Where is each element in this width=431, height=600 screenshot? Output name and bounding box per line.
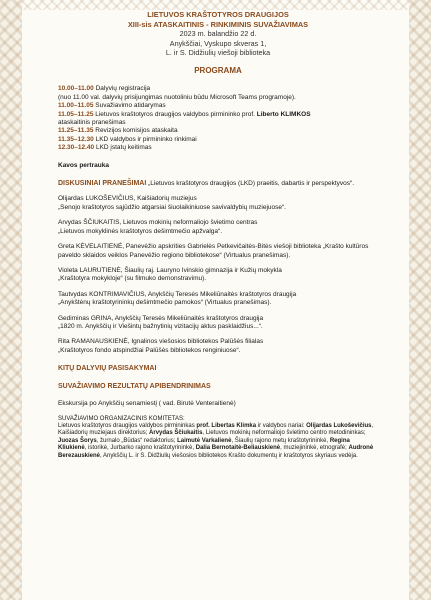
document-content <box>58 10 378 460</box>
excursion-note: Ekskursija po Anykščių senamiestį ( vad. Birutė Venteraitienė) <box>58 400 236 408</box>
schedule <box>58 85 378 152</box>
decorative-right-border <box>409 0 431 600</box>
reports-heading: DISKUSINIAI PRANEŠIMAI „Lietuvos kraštotyros draugijos (LKD) praeitis, dabartis ir perspektyvos“. <box>58 180 355 188</box>
schedule-item: ataskaitinis pranešimas <box>58 119 126 127</box>
schedule-item: 11.00–11.05 Suvažiavimo atidarymas <box>58 102 166 110</box>
speaker-entry: Arvydas ŠČIUKAITIS, Lietuvos mokinių neformaliojo švietimo centras „Lietuvos mokyklinės kraštotyros dešimtmečio apžvalga“. <box>58 219 258 235</box>
speaker-entry: Olijardas LUKOŠEVIČIUS, Kaišiadorių muziejus „Senojo kraštotyros sąjūdžio atgarsiai šiuolaikiniuose savivaldybių muziejuose“. <box>58 195 286 211</box>
decorative-left-border <box>0 0 22 600</box>
committee-heading: SUVAŽIAVIMO ORGANIZACINIS KOMITETAS: <box>58 415 185 422</box>
other-participants-heading: KITŲ DALYVIŲ PASISAKYMAI <box>58 365 157 373</box>
decorative-top-border <box>0 0 431 10</box>
speaker-entry: Violeta LAURUTIENĖ, Šiaulių raj. Lauryno Ivinskio gimnazija ir Kužių mokykla „Kraštotyra mokykloje“ (su filmuko demonstravimu). <box>58 266 282 283</box>
schedule-item: 11.25–11.35 Revizijos komisijos ataskaita <box>58 127 178 135</box>
event-address: Anykščiai, Vyskupo skveras 1, <box>169 38 267 48</box>
schedule-item: 11.05–11.25 Lietuvos kraštotyros draugijos valdybos pirmininko prof. Liberto KLIMKOS <box>58 110 311 118</box>
schedule-item: 12.30–12.40 LKD įstatų keitimas <box>58 144 152 152</box>
speaker-entry: Tautvydas KONTRIMAVIČIUS, Anykščių Teresės Mikeliūnaitės kraštotyros draugija „Anykštėnų kraštotyrininkų dešimtmečio pamokos“ (Virtualus pranešimas). <box>58 290 297 307</box>
program-title: PROGRAMA <box>194 66 242 76</box>
schedule-item: 10.00–11.00 Dalyvių registracija <box>58 85 151 93</box>
header-organization: LIETUVOS KRAŠTOTYROS DRAUGIJOS <box>147 10 289 19</box>
schedule-item: (nuo 11.00 val. dalyvių prisijungimas nuotoliniu būdu Microsoft Teams programoje). <box>58 93 296 101</box>
coffee-break: Kavos pertrauka <box>58 161 109 169</box>
event-location <box>58 29 378 57</box>
event-date: 2023 m. balandžio 22 d. <box>179 29 257 39</box>
committee-list: Lietuvos kraštotyros draugijos valdybos pirmininkas prof. Libertas Klimka ir valdybos nariai: Olijardas Lukoševičius, Kaišiadorių muziejaus direktorius; Arvydas Ščiukaitis, Lietuvos mokinių neformaliojo švietimo centro metodininkas; Juozas Šorys, žurnalo „Būdas“ redaktorius; Laimutė Varkalienė, Šiaulių rajono metų kraštotyrininkė, Regina Kliukienė, istorikė, Jurbarko rajono kraštotyrininkė, Dalia Bernotaitė-Beliauskienė, muziejininkė, etnografė; Audronė Berezauskienė, Anykščių L. ir S. Didžiulių viešosios bibliotekos Krašto dokumentų ir kraštotyros skyriaus vedėja. <box>58 422 374 459</box>
event-venue: L. ir S. Didžiulių viešoji biblioteka <box>165 48 271 57</box>
speaker-entry: Greta KĖVELAITIENĖ, Panevėžio apskrities Gabrielės Petkevičaitės-Bitės viešoji biblioteka „Krašto kultūros paveldo sklaidos veiklos Panevėžio regiono bibliotekose“ (Virtualus pranešimas). <box>58 243 369 259</box>
speaker-entry: Gediminas GRINA, Anykščių Teresės Mikeliūnaitės kraštotyros draugija „1820 m. Anykščių ir Viešintų bažnytinių vizitacijų aktus pasklaidžius...“. <box>58 314 264 330</box>
document-header <box>58 10 378 29</box>
speaker-entry: Rita RAMANAUSKIENĖ, Ignalinos viešosios bibliotekos Palūšės filialas „Kraštotyros fondo atspindžiai Palūšės bibliotekos renginiuose“. <box>58 338 264 354</box>
header-event-title: XIII-sis ATASKAITINIS - RINKIMINIS SUVAŽIAVIMAS <box>127 19 309 29</box>
schedule-item: 11.35–12.30 LKD valdybos ir pirmininko rinkimai <box>58 135 197 143</box>
results-heading: SUVAŽIAVIMO REZULTATŲ APIBENDRINIMAS <box>58 383 211 391</box>
